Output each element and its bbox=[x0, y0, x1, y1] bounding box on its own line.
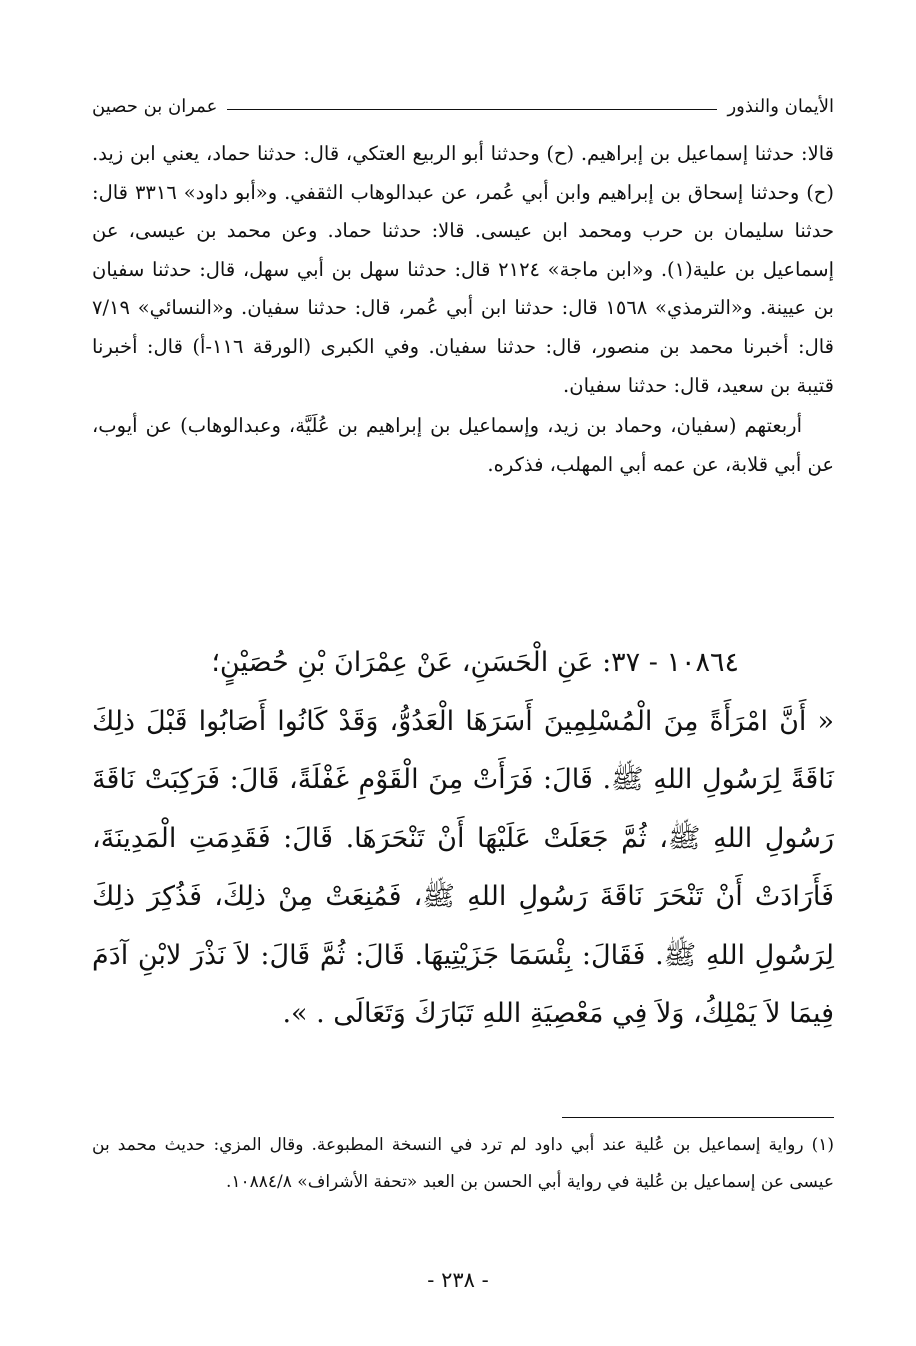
sources-paragraph: قالا: حدثنا إسماعيل بن إبراهيم. (ح) وحدثنا أبو الربيع العتكي، قال: حدثنا حماد، يعني ابن زيد. (ح) وحدثنا إسحاق بن إبراهيم وابن أبي عُمر، عن عبدالوهاب الثقفي. و«أبو داود» ٣٣١٦ قال: حدثنا سليمان بن حرب ومحمد ابن عيسى. قالا: حدثنا حماد. وعن محمد بن عيسى، عن إسماعيل بن علية(١). و«ابن ماجة» ٢١٢٤ قال: حدثنا سهل بن أبي سهل، قال: حدثنا سفيان بن عيينة. و«الترمذي» ١٥٦٨ قال: حدثنا ابن أبي عُمر، قال: حدثنا سفيان. و«النسائي» ٧/١٩ قال: أخبرنا محمد بن منصور، قال: حدثنا سفيان. وفي الكبرى (الورقة ١١٦-أ) قال: أخبرنا قتيبة بن سعيد، قال: حدثنا سفيان. bbox=[92, 142, 835, 397]
header-rule bbox=[227, 109, 717, 110]
running-header bbox=[92, 92, 834, 120]
footnote bbox=[92, 1127, 834, 1200]
book-title: الأيمان والنذور bbox=[727, 95, 834, 117]
sources-summary-paragraph: أربعتهم (سفيان، وحماد بن زيد، وإسماعيل بن إبراهيم بن عُلَيَّة، وعبدالوهاب) عن أيوب، عن أبي قلابة، عن عمه أبي المهلب، فذكره. bbox=[92, 414, 834, 476]
hadith-text: « أَنَّ امْرَأَةً مِنَ الْمُسْلِمِينَ أَسَرَهَا الْعَدُوُّ، وَقَدْ كَانُوا أَصَابُوا قَبْلَ ذلِكَ نَاقَةً لِرَسُولِ اللهِ ﷺ. قَالَ: فَرَأَتْ مِنَ الْقَوْمِ غَفْلَةً، قَالَ: فَرَكِبَتْ نَاقَةَ رَسُولِ اللهِ ﷺ، ثُمَّ جَعَلَتْ عَلَيْهَا أَنْ تَنْحَرَهَا. قَالَ: فَقَدِمَتِ الْمَدِينَةَ، فَأَرَادَتْ أَنْ تَنْحَرَ نَاقَةَ رَسُولِ اللهِ ﷺ، فَمُنِعَتْ مِنْ ذلِكَ، فَذُكِرَ ذلِكَ لِرَسُولِ اللهِ ﷺ. فَقَالَ: بِئْسَمَا جَزَيْتِيهَا. قَالَ: ثُمَّ قَالَ: لاَ نَذْرَ لابْنِ آدَمَ فِيمَا لاَ يَمْلِكُ، وَلاَ فِي مَعْصِيَةِ اللهِ تَبَارَكَ وَتَعَالَى . ». bbox=[92, 705, 834, 1029]
page-number: - ٢٣٨ - bbox=[427, 1268, 489, 1292]
hadith-heading: ١٠٨٦٤ - ٣٧: عَنِ الْحَسَنِ، عَنْ عِمْرَانَ بْنِ حُصَيْنٍ؛ bbox=[211, 647, 739, 678]
hadith-block bbox=[92, 634, 834, 1044]
footnote-rule bbox=[562, 1117, 834, 1118]
footnote-text: (١) رواية إسماعيل بن عُلية عند أبي داود لم ترد في النسخة المطبوعة. وقال المزي: حديث محمد بن عيسى عن إسماعيل بن عُلية في رواية أبي الحسن بن العبد «تحفة الأشراف» ١٠٨٨٤/٨. bbox=[92, 1135, 834, 1192]
sources-block bbox=[92, 135, 834, 484]
section-title: عمران بن حصين bbox=[92, 95, 218, 117]
